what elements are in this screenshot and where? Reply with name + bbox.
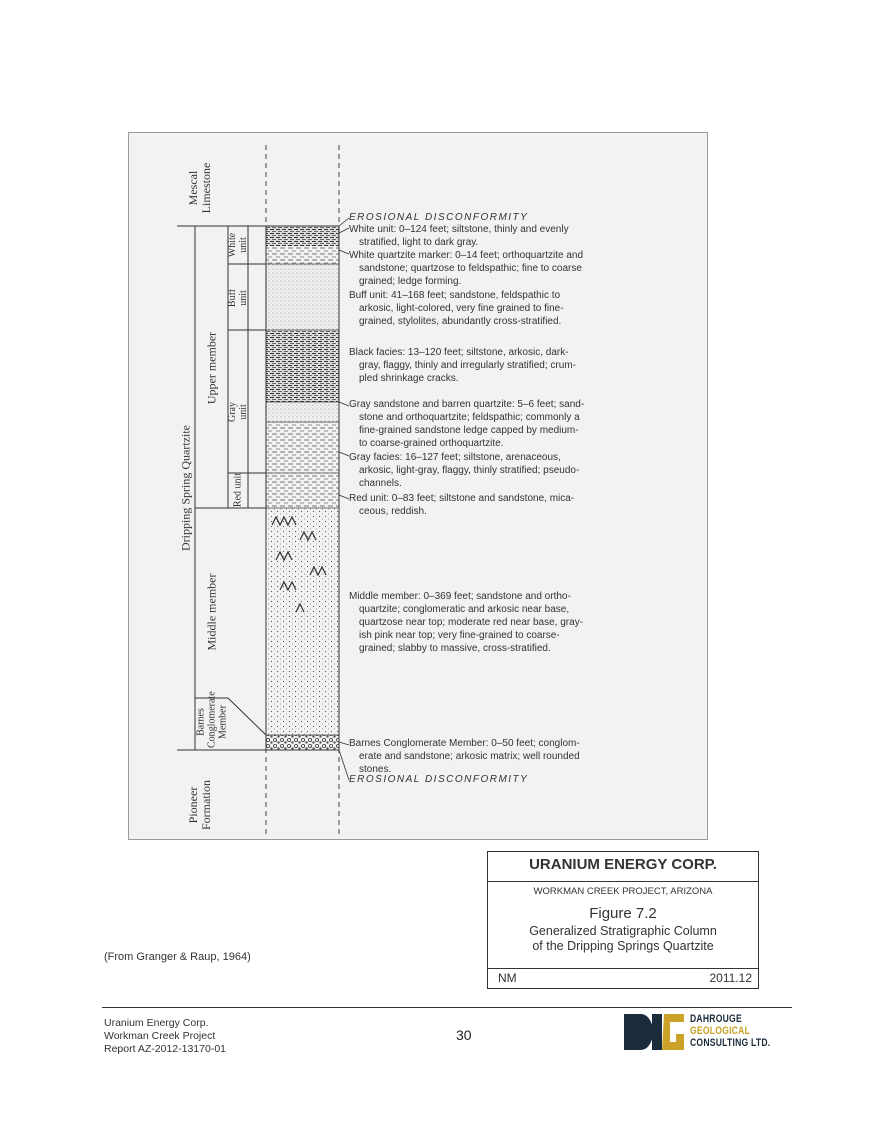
label-mescal-limestone: Mescal Limestone: [186, 162, 213, 214]
desc-red-unit: Red unit: 0–83 feet; siltstone and sandstone, mica- ceous, reddish.: [349, 493, 575, 517]
title-divider-bottom: [488, 968, 758, 969]
source-note: (From Granger & Raup, 1964): [104, 951, 251, 963]
figure-number: Figure 7.2: [589, 905, 657, 922]
figure-caption-line1: Generalized Stratigraphic Column: [529, 924, 717, 938]
label-pioneer-formation: Pioneer Formation: [186, 780, 213, 830]
title-divider: [488, 881, 758, 882]
label-barnes-member: Barnes Conglomerate Member: [195, 691, 229, 748]
figure-caption-line2: of the Dripping Springs Quartzite: [532, 939, 714, 953]
desc-buff-unit: Buff unit: 41–168 feet; sandstone, feldspathic to arkosic, light-colored, very fine grained to fine- grained, stylolites, abundantly cross-stratified.: [349, 290, 564, 327]
dahrouge-logo-mark: [624, 1014, 684, 1050]
title-date: 2011.12: [709, 971, 752, 985]
erosional-disconformity-bottom: EROSIONAL DISCONFORMITY: [349, 774, 529, 785]
label-dripping-spring-quartzite: Dripping Spring Quartzite: [178, 425, 193, 551]
dahrouge-logo-text: DAHROUGE GEOLOGICAL CONSULTING LTD.: [690, 1013, 771, 1049]
title-project: WORKMAN CREEK PROJECT, ARIZONA: [533, 886, 713, 897]
erosional-disconformity-top: EROSIONAL DISCONFORMITY: [349, 212, 529, 223]
desc-middle-member: Middle member: 0–369 feet; sandstone and ortho- quartzite; conglomeratic and arkosic near base, quartzose near top; moderate red near base, gray- ish pink near top; very fine-grained to coarse- grained; slabby to massive, cross-stratified.: [349, 591, 584, 654]
desc-barnes-member: Barnes Conglomerate Member: 0–50 feet; conglom- erate and sandstone; arkosic matrix; well rounded stones.: [349, 738, 580, 775]
page-number: 30: [456, 1027, 472, 1043]
title-company: URANIUM ENERGY CORP.: [529, 856, 717, 873]
footer-project: Workman Creek Project: [104, 1030, 216, 1042]
desc-gray-facies: Gray facies: 16–127 feet; siltstone, arenaceous, arkosic, light-gray, flaggy, thinly stratified; pseudo- channels.: [349, 452, 580, 489]
footer-report: Report AZ-2012-13170-01: [104, 1043, 226, 1055]
desc-gray-sandstone: Gray sandstone and barren quartzite: 5–6 feet; sand- stone and orthoquartzite; feldspathic; commonly a fine-grained sandstone ledge capped by medium- to coarse-grained orthoquartzite.: [349, 399, 585, 449]
footer-divider: [102, 1007, 792, 1008]
desc-white-quartzite: White quartzite marker: 0–14 feet; orthoquartzite and sandstone; quartzose to feldspathic; fine to coarse grained; ledge forming.: [349, 250, 584, 287]
label-white-unit: White unit: [227, 232, 249, 258]
label-upper-member: Upper member: [204, 331, 219, 405]
label-buff-unit: Buff unit: [227, 288, 249, 308]
figure-title-block: [487, 851, 759, 989]
desc-white-unit: White unit: 0–124 feet; siltstone, thinly and evenly stratified, light to dark gray.: [349, 224, 569, 248]
footer-company: Uranium Energy Corp.: [104, 1017, 209, 1029]
label-red-unit: Red unit: [232, 472, 244, 508]
label-middle-member: Middle member: [204, 573, 219, 651]
desc-black-facies: Black facies: 13–120 feet; siltstone, arkosic, dark- gray, flaggy, thinly and irregularly stratified; crum- pled shrinkage cracks.: [349, 347, 576, 384]
label-gray-unit: Gray unit: [227, 402, 249, 422]
title-author: NM: [498, 971, 517, 985]
